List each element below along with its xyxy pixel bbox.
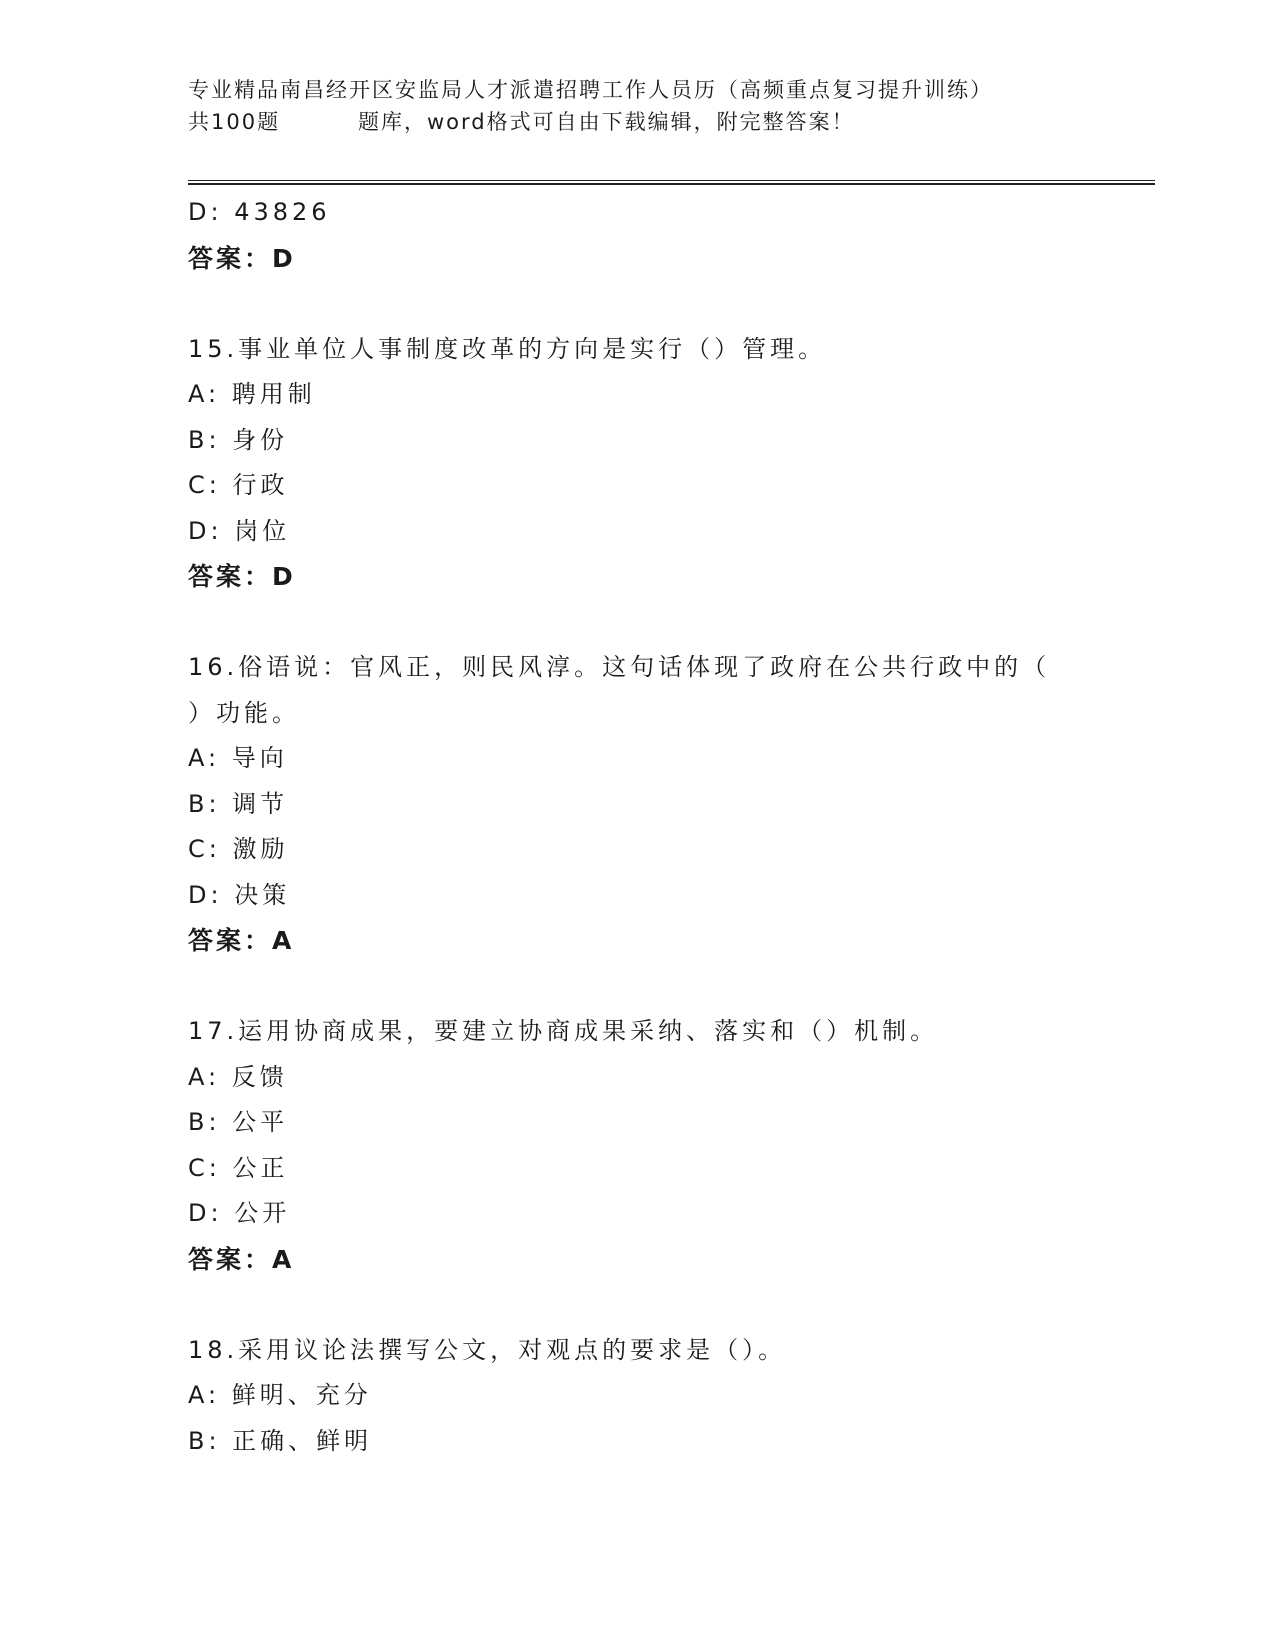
option-a: A: 聘用制: [188, 380, 316, 408]
spacer: [188, 1282, 1088, 1328]
option-d: D: 公开: [188, 1199, 291, 1227]
question-16: [188, 645, 1088, 964]
option-d: D: 43826: [188, 198, 331, 226]
option-d: D: 决策: [188, 880, 291, 909]
question-list: [188, 190, 1088, 1464]
header-divider-thin: [188, 180, 1155, 181]
spacer: [188, 600, 1088, 646]
option-c: C: 行政: [188, 471, 289, 499]
question-count: 共100题: [188, 110, 281, 134]
option-d: D: 岗位: [188, 516, 291, 545]
option-b: B: 身份: [188, 425, 289, 454]
answer-label: 答案：D: [188, 562, 296, 591]
header-divider-thick: [188, 183, 1155, 185]
spacer: [188, 964, 1088, 1010]
question-17: [188, 1009, 1088, 1282]
spacer: [188, 281, 1088, 327]
answer-label: 答案：A: [188, 1244, 295, 1274]
question-15: [188, 327, 1088, 600]
question-stem: 17.运用协商成果，要建立协商成果采纳、落实和（）机制。: [188, 1017, 939, 1045]
option-c: C: 公正: [188, 1153, 289, 1182]
answer-label: 答案：D: [188, 243, 296, 273]
option-a: A: 导向: [188, 744, 288, 772]
option-a: A: 反馈: [188, 1062, 288, 1091]
option-b: B: 公平: [188, 1108, 289, 1136]
question-stem-line2: ）功能。: [188, 698, 300, 727]
question-stem: 18.采用议论法撰写公文，对观点的要求是（）。: [188, 1335, 787, 1364]
option-b: B: 调节: [188, 789, 289, 818]
header-subtitle: [188, 106, 1148, 138]
question-stem: 15.事业单位人事制度改革的方向是实行（）管理。: [188, 334, 827, 363]
option-b: B: 正确、鲜明: [188, 1426, 373, 1455]
option-a: A: 鲜明、充分: [188, 1381, 372, 1409]
question-18: [188, 1328, 1088, 1465]
question-stem-line1: 16.俗语说：官风正，则民风淳。这句话体现了政府在公共行政中的（: [188, 653, 1051, 681]
header-title: 专业精品南昌经开区安监局人才派遣招聘工作人员历（高频重点复习提升训练）: [188, 78, 993, 102]
page-header: [188, 74, 1148, 138]
answer-label: 答案：A: [188, 926, 295, 955]
header-description: 题库，word格式可自由下载编辑，附完整答案！: [358, 110, 855, 134]
option-c: C: 激励: [188, 835, 289, 863]
